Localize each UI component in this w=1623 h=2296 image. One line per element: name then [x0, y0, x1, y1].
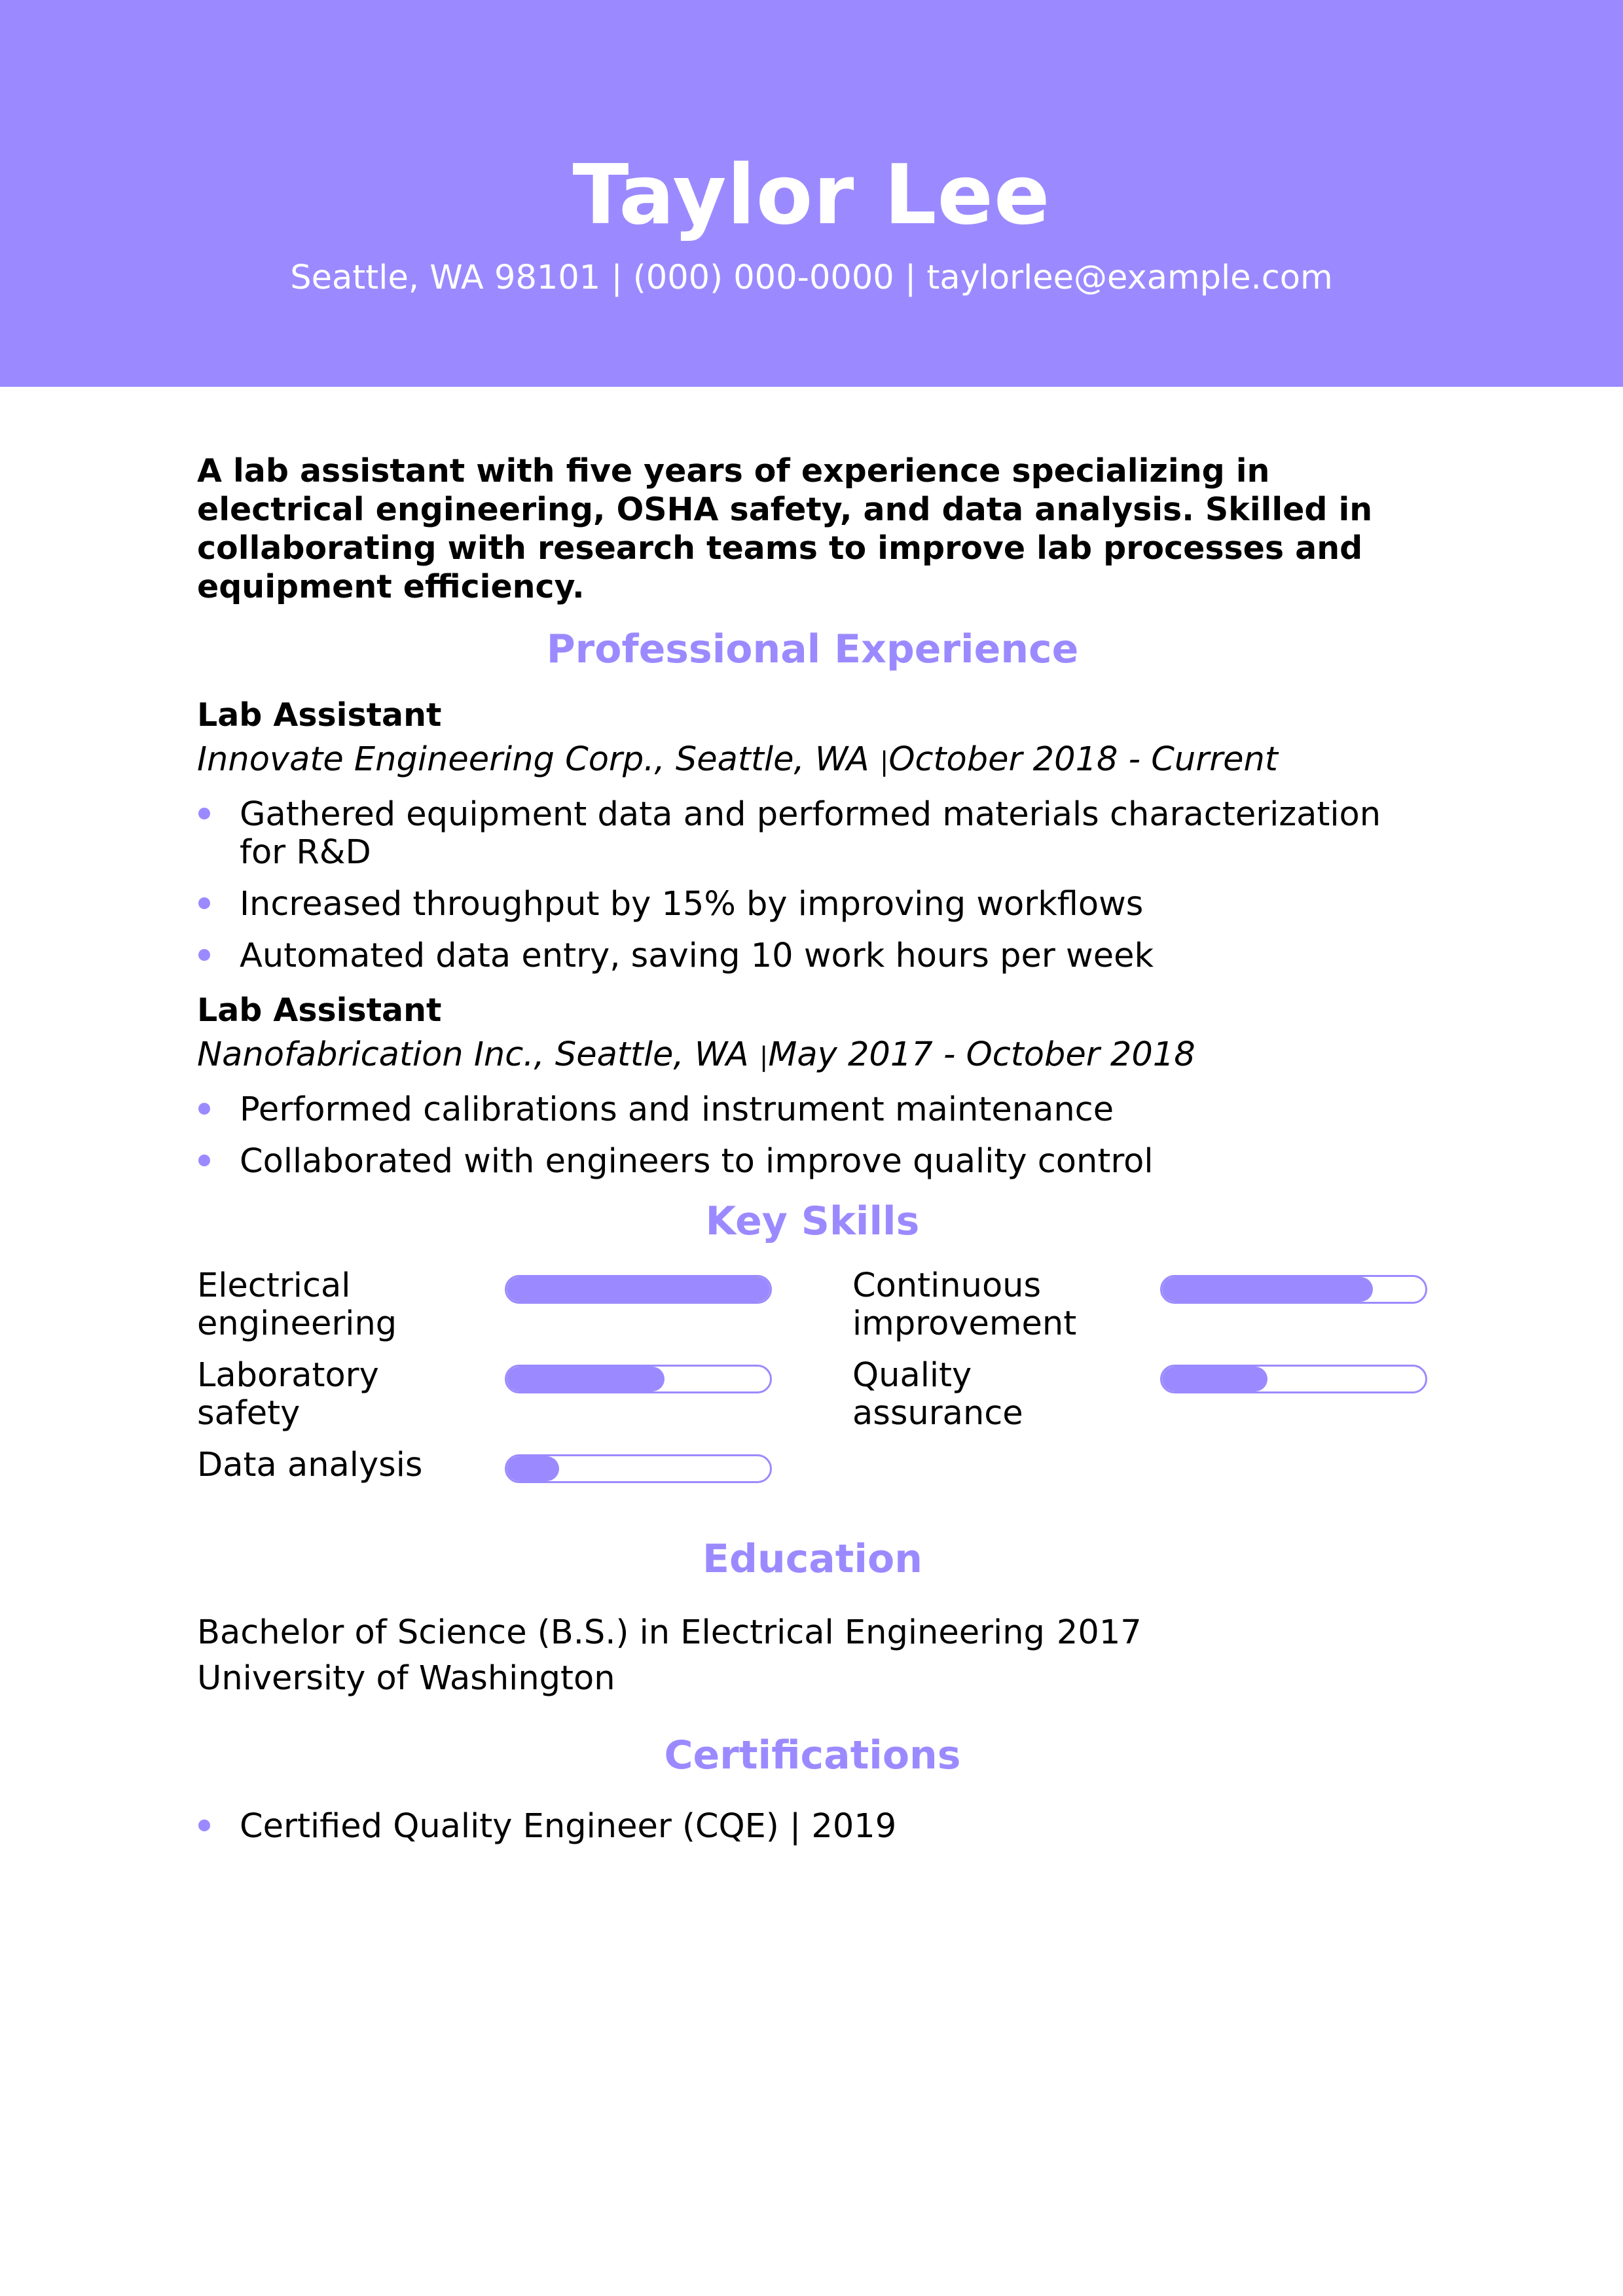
bullet-dot-icon — [198, 808, 210, 819]
resume-body — [197, 452, 1428, 1859]
certification-list — [197, 1808, 1428, 1846]
skill-level-fill — [507, 1277, 770, 1302]
skill-label: Quality assurance — [852, 1356, 1023, 1433]
section-title-skills: Key Skills — [705, 1198, 920, 1244]
skill-level-bar — [505, 1365, 772, 1393]
job-dates: October 2018 - Current — [888, 740, 1278, 779]
skill-level-bar — [505, 1275, 772, 1304]
skill-label: Data analysis — [197, 1446, 423, 1484]
skills-grid — [197, 1267, 1428, 1503]
skill-level-fill — [507, 1456, 559, 1481]
bullet-item: Automated data entry, saving 10 work hours per week — [197, 937, 1428, 975]
job-separator: | — [759, 1042, 769, 1072]
professional-summary: A lab assistant with five years of experience specializing in electrical engineering, OSHA safety, and data analysis. Skilled in collaborating with research teams to improve lab processes and equipment efficiency. — [197, 452, 1373, 605]
bullet-item: Performed calibrations and instrument maintenance — [197, 1091, 1428, 1129]
resume-header — [0, 0, 1623, 387]
section-title-certifications: Certifications — [664, 1732, 961, 1778]
section-title-education: Education — [702, 1536, 922, 1582]
education-entry — [197, 1610, 1428, 1702]
bullet-dot-icon — [198, 1155, 210, 1166]
job-dates: May 2017 - October 2018 — [768, 1035, 1195, 1074]
skill-level-bar — [505, 1454, 772, 1483]
bullet-item: Increased throughput by 15% by improving workflows — [197, 886, 1428, 924]
job-entry — [197, 989, 1428, 1181]
skill-level-bar — [1160, 1365, 1427, 1393]
skill-label: Continuous improvement — [852, 1266, 1077, 1343]
job-title: Lab Assistant — [197, 696, 442, 734]
education-school: University of Washington — [197, 1659, 615, 1698]
skill-level-fill — [1162, 1367, 1267, 1391]
contact-info: Seattle, WA 98101 | (000) 000-0000 | taylorlee@example.com — [290, 259, 1333, 297]
skill-item — [197, 1357, 812, 1442]
bullet-dot-icon — [198, 1820, 210, 1831]
skill-item — [197, 1267, 812, 1352]
bullet-dot-icon — [198, 949, 210, 961]
skill-label: Laboratory safety — [197, 1356, 379, 1433]
skill-item — [852, 1267, 1468, 1352]
candidate-name: Taylor Lee — [572, 147, 1051, 243]
job-company: Nanofabrication Inc., Seattle, WA — [197, 1035, 749, 1074]
bullet-item: Gathered equipment data and performed materials characterization for R&D — [197, 796, 1428, 872]
skill-level-fill — [507, 1367, 665, 1391]
skill-level-fill — [1162, 1277, 1373, 1302]
education-degree: Bachelor of Science (B.S.) in Electrical Engineering — [197, 1613, 1045, 1652]
job-entry — [197, 694, 1428, 975]
job-meta — [197, 1032, 1428, 1080]
skill-item — [852, 1357, 1468, 1442]
bullet-dot-icon — [198, 897, 210, 909]
skill-label: Electrical engineering — [197, 1266, 397, 1343]
job-bullets — [197, 796, 1428, 975]
job-bullets — [197, 1091, 1428, 1181]
bullet-dot-icon — [198, 1103, 210, 1115]
job-separator: | — [879, 747, 889, 777]
certification-item: Certified Quality Engineer (CQE) | 2019 — [197, 1808, 1428, 1846]
job-title: Lab Assistant — [197, 992, 442, 1029]
education-year: 2017 — [1056, 1613, 1142, 1652]
bullet-item: Collaborated with engineers to improve quality control — [197, 1143, 1428, 1181]
skill-item — [197, 1446, 812, 1532]
skill-level-bar — [1160, 1275, 1427, 1304]
section-title-experience: Professional Experience — [546, 626, 1079, 672]
job-company: Innovate Engineering Corp., Seattle, WA — [197, 740, 869, 779]
job-meta — [197, 737, 1428, 785]
